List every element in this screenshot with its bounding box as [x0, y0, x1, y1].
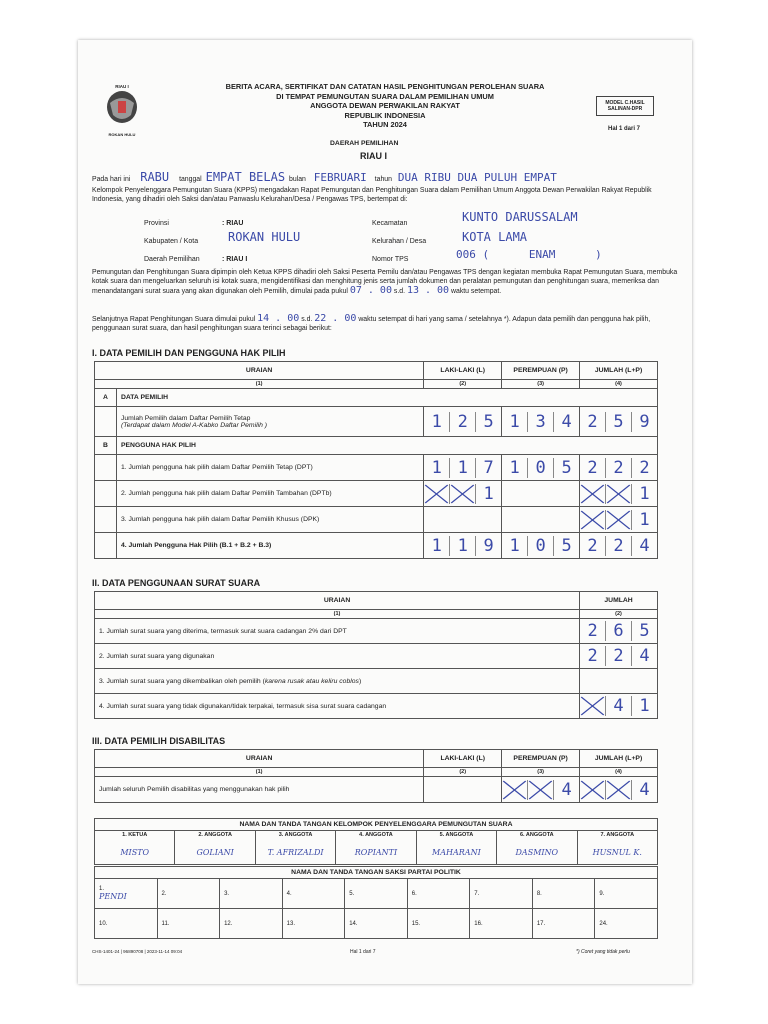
crossed-box [580, 484, 605, 504]
saksi-cell [470, 909, 533, 939]
b4-laki-digits [424, 536, 501, 556]
saksi-cell [470, 879, 533, 909]
digit-box: 1 [475, 484, 501, 504]
digit-box: 9 [631, 412, 657, 432]
provinsi-value: : RIAU [222, 220, 244, 227]
crossed-box [449, 484, 475, 504]
section-a-title: DATA PEMILIH [116, 389, 657, 407]
opening-text: Kelompok Penyelenggara Pemungutan Suara (KPPS) mengadakan Rapat Pemungutan dan Penghitungan Suara dalam Pemilihan Umum Anggota Dewan Perwakilan Rakyat Republik Indonesia, yang dihadiri oleh Saksi dan/atau Panwaslu Kelurahan/Desa / Pengawas TPS, bertempat di: [92, 187, 652, 203]
digit-box: 5 [631, 621, 657, 641]
a1-laki-digits [424, 412, 501, 432]
digit-box: 4 [631, 780, 657, 800]
kpps-signature-name: HUSNUL K. [592, 848, 642, 857]
digit-box: 6 [605, 621, 631, 641]
title-line-5: TAHUN 2024 [363, 120, 407, 129]
daerah-label: DAERAH PEMILIHAN [330, 140, 399, 147]
table-data-pemilih: URAIAN LAKI-LAKI (L) PEREMPUAN (P) JUMLAH (L+P) (1) (2) (3) (4) A DATA PEMILIH Jumlah Pemilih dalam Daftar Pemilih Tetap (Terdapat dalam Model A-Kabko Daftar Pemilih ) 1 2 5 1 3 4 2 5 9 B PENGGUNA HAK PILIH 1. Jumlah pengguna hak pilih dalam Daftar Pemilih Tetap (DPT) 1 1 7 1 0 5 2 2 2 2. Jumlah pengguna hak pilih dalam Daftar Pemilih Tambahan (DPTb) 1 1 3. Jumlah pengguna hak pilih dalam Daftar Pemilih Khusus (DPK) 1 4. Jumlah Pengguna Hak Pilih (B.1 + B.2 + B.3) 1 1 9 1 0 5 2 2 4 [94, 361, 658, 559]
crossed-box [580, 780, 605, 800]
table-row: 2. Jumlah pengguna hak pilih dalam Daftar Pemilih Tambahan (DPTb) 1 1 [95, 481, 658, 507]
kpps-role: 7. ANGGOTA [600, 832, 635, 838]
digit-box: 4 [631, 536, 657, 556]
section-3-title: III. DATA PEMILIH DISABILITAS [92, 736, 226, 746]
digit-box: 5 [605, 412, 631, 432]
digit-box: 2 [587, 646, 598, 666]
saksi-cell [532, 879, 595, 909]
table-row: 2. Jumlah surat suara yang digunakan 2 2 4 [95, 644, 658, 669]
end-time: 13 . 00 [406, 285, 450, 297]
section-1-title: I. DATA PEMILIH DAN PENGGUNA HAK PILIH [92, 348, 286, 358]
kpps-member-cell [175, 831, 255, 865]
kpps-signature-row [95, 831, 658, 865]
kpps-member-cell [577, 831, 657, 865]
saksi-number: 7. [474, 890, 480, 897]
digit-box: 1 [431, 535, 442, 556]
saksi-number: 16. [474, 920, 483, 927]
kabupaten-value: ROKAN HULU [228, 230, 301, 244]
kpps-signature-name: DASMINO [515, 848, 559, 857]
kpps-role: 6. ANGGOTA [520, 832, 554, 838]
b2-laki-digits [424, 484, 501, 504]
saksi-row-2 [95, 909, 658, 939]
footer-note: *) Coret yang tidak perlu [576, 949, 630, 955]
b4-jumlah-digits [580, 536, 657, 556]
kabupaten-label: Kabupaten / Kota [144, 238, 199, 245]
kpps-member-cell [497, 831, 577, 865]
opening-paragraph: Pemungutan dan Penghitungan Suara dipimpin oleh Ketua KPPS dihadiri oleh Saksi Peserta Pemilu dan/atau Pengawas TPS dengan kegiatan membuka Rapat Pemungutan Suara, membuka kotak suara dan mengeluarkan seluruh isi kotak suara, mengidentifikasi dan menghitung jenis serta jumlah dokumen dan peralatan pemungutan dan penghitungan suara, memeriksa dan menandatangani surat suara yang akan digunakan oleh Pemilih, dimulai pada pukul 07 . 00 s.d. 13 . 00 waktu setempat. [92, 269, 678, 297]
table-row: 4. Jumlah Pengguna Hak Pilih (B.1 + B.2 + B.3) 1 1 9 1 0 5 2 2 4 [95, 533, 658, 559]
digit-box: 5 [553, 536, 579, 556]
form-title [210, 82, 560, 130]
kelurahan-value: KOTA LAMA [462, 230, 528, 244]
table-disabilitas: URAIAN LAKI-LAKI (L) PEREMPUAN (P) JUMLAH (L+P) (1) (2) (3) (4) Jumlah seluruh Pemilih disabilitas yang menggunakan hak pilih 4 4 [94, 749, 658, 803]
daerah-value: RIAU I [360, 151, 387, 161]
title-line-4: REPUBLIK INDONESIA [344, 110, 426, 120]
digit-box: 2 [587, 411, 598, 432]
kpps-signature-name: T. AFRIZALDI [267, 848, 324, 857]
digit-box: 2 [587, 457, 598, 478]
table-row: Jumlah Pemilih dalam Daftar Pemilih Tetap (Terdapat dalam Model A-Kabko Daftar Pemilih ) 1 2 5 1 3 4 2 5 9 [95, 407, 658, 437]
dapil-label: Daerah Pemilihan [144, 256, 200, 263]
kpps-role: 1. KETUA [122, 832, 148, 838]
crossed-box [580, 510, 605, 530]
logo-top-text: RIAU I [115, 84, 129, 89]
page-indicator: Hal 1 dari 7 [608, 126, 641, 132]
col-uraian: URAIAN [95, 362, 424, 380]
digit-box: 5 [475, 412, 501, 432]
section-b-title: PENGGUNA HAK PILIH [116, 437, 657, 455]
saksi-cell [157, 879, 220, 909]
disabilitas-jumlah-digits [580, 780, 657, 800]
saksi-cell [220, 879, 283, 909]
digit-box: 2 [587, 621, 598, 641]
tanggal-value: EMPAT BELAS [205, 170, 286, 184]
saksi-signature-name: PENDI [99, 892, 127, 901]
dapil-value: : RIAU I [222, 256, 248, 263]
b2-jumlah-digits [580, 484, 657, 504]
saksi-number: 10. [99, 920, 108, 927]
b4-perempuan-digits [502, 536, 579, 556]
title-line-3: ANGGOTA DEWAN PERWAKILAN RAKYAT [310, 101, 460, 110]
saksi-number: 6. [411, 890, 417, 897]
section-2-title: II. DATA PENGGUNAAN SURAT SUARA [92, 578, 261, 588]
provinsi-label: Provinsi [144, 220, 169, 227]
crossed-box [605, 484, 631, 504]
title-line-2: DI TEMPAT PEMUNGUTAN SUARA DALAM PEMILIHAN UMUM [276, 91, 494, 101]
saksi-number: 15. [411, 920, 421, 927]
saksi-cell [345, 879, 408, 909]
form-paper [78, 40, 692, 984]
digit-box: 2 [605, 458, 631, 478]
saksi-cell [157, 909, 220, 939]
digit-box: 5 [553, 458, 579, 478]
tps-label: Nomor TPS [372, 256, 409, 263]
title-line-1: BERITA ACARA, SERTIFIKAT DAN CATATAN HASIL PENGHITUNGAN PEROLEHAN SUARA [225, 82, 545, 91]
garuda-icon [105, 89, 139, 127]
saksi-cell [532, 909, 595, 939]
model-box: MODEL C.HASIL SALINAN-DPR [596, 96, 654, 116]
digit-box: 4 [553, 780, 579, 800]
a1-perempuan-digits [502, 412, 579, 432]
digit-box: 1 [631, 696, 657, 716]
kpps-signature-name: MAHARANI [432, 848, 481, 857]
saksi-cell [407, 909, 470, 939]
count-end-time: 22 . 00 [314, 313, 357, 324]
surat-tidak-digunakan-digits [580, 696, 657, 716]
saksi-number: 9. [599, 890, 605, 897]
col-perempuan: PEREMPUAN (P) [502, 362, 580, 380]
saksi-cell [220, 909, 283, 939]
kpps-member-cell [255, 831, 335, 865]
digit-box: 2 [605, 536, 631, 556]
saksi-cell [95, 879, 158, 909]
digit-box: 0 [527, 536, 553, 556]
saksi-number: 5. [349, 890, 355, 897]
saksi-row-1 [95, 879, 658, 909]
digit-box: 1 [509, 457, 520, 478]
b1-perempuan-digits [502, 458, 579, 478]
digit-box: 2 [587, 535, 598, 556]
digit-box: 7 [475, 458, 501, 478]
saksi-number: 4. [286, 890, 292, 897]
table-row: 3. Jumlah pengguna hak pilih dalam Daftar Pemilih Khusus (DPK) 1 [95, 507, 658, 533]
surat-diterima-digits [580, 621, 657, 641]
kpps-signature-name: MISTO [120, 848, 150, 857]
saksi-number: 12. [224, 920, 233, 927]
col-laki: LAKI-LAKI (L) [424, 362, 502, 380]
kecamatan-value: KUNTO DARUSSALAM [462, 210, 578, 224]
crossed-box [527, 780, 553, 800]
table-row: Jumlah seluruh Pemilih disabilitas yang menggunakan hak pilih 4 4 [95, 777, 658, 803]
saksi-cell [95, 909, 158, 939]
kpps-member-cell [416, 831, 496, 865]
start-time: 07 . 00 [349, 285, 392, 297]
saksi-number: 3. [224, 890, 230, 897]
crossed-box [605, 780, 631, 800]
digit-box: 1 [631, 484, 657, 504]
saksi-number: 24. [599, 920, 608, 927]
table-row: 1. Jumlah surat suara yang diterima, termasuk surat suara cadangan 2% dari DPT 2 6 5 [95, 619, 658, 644]
saksi-number: 17. [536, 920, 546, 927]
b3-jumlah-digits [580, 510, 657, 530]
table-row: 3. Jumlah surat suara yang dikembalikan oleh pemilih (karena rusak atau keliru coblos) [95, 669, 658, 694]
kpps-role: 4. ANGGOTA [359, 832, 393, 838]
crossed-box [605, 510, 631, 530]
digit-box: 2 [631, 458, 657, 478]
digit-box: 4 [631, 646, 657, 666]
b1-laki-digits [424, 458, 501, 478]
digit-box: 1 [509, 411, 520, 432]
digit-box: 0 [527, 458, 553, 478]
logo-bottom-text: ROKAN HULU [108, 132, 136, 137]
digit-box: 3 [527, 412, 553, 432]
digit-box: 1 [631, 510, 657, 530]
saksi-cell [282, 909, 345, 939]
kpps-signature-name: GOLIANI [196, 848, 234, 857]
kpps-member-cell [95, 831, 175, 865]
saksi-number: 14. [349, 920, 358, 927]
col-jumlah: JUMLAH (L+P) [580, 362, 658, 380]
digit-box: 9 [475, 536, 501, 556]
hari-value: RABU [140, 170, 170, 184]
digit-box: 1 [509, 535, 520, 556]
bulan-value: FEBRUARI [313, 171, 367, 184]
kpps-signature-name: ROPIANTI [354, 848, 398, 857]
saksi-cell [282, 879, 345, 909]
digit-box: 2 [449, 412, 475, 432]
a1-jumlah-digits [580, 412, 657, 432]
tahun-value: DUA RIBU DUA PULUH EMPAT [397, 171, 557, 184]
crossed-box [424, 484, 449, 504]
saksi-number: 11. [161, 920, 170, 927]
kpps-role: 5. ANGGOTA [439, 832, 474, 838]
table-row: 4. Jumlah surat suara yang tidak digunakan/tidak terpakai, termasuk sisa surat suara cadangan 4 1 [95, 694, 658, 719]
saksi-cell [595, 909, 658, 939]
saksi-number: 8. [536, 890, 542, 897]
saksi-number: 2. [161, 890, 167, 897]
kpps-role: 2. ANGGOTA [198, 832, 232, 838]
kpps-member-cell [336, 831, 416, 865]
footer-page: Hal 1 dari 7 [350, 949, 376, 955]
crossed-box [580, 696, 605, 716]
digit-box: 1 [431, 411, 442, 432]
table-kpps: NAMA DAN TANDA TANGAN KELOMPOK PENYELENGGARA PEMUNGUTAN SUARA 1. KETUA MISTO 2. ANGGOTA GOLIANI 3. ANGGOTA T. AFRIZALDI 4. ANGGOTA ROPIANTI 5. ANGGOTA MAHARANI 6. ANGGOTA DASMINO 7. ANGGOTA HUSNUL K. [94, 818, 658, 865]
kecamatan-label: Kecamatan [372, 220, 408, 227]
digit-box: 1 [449, 536, 475, 556]
digit-box: 4 [553, 412, 579, 432]
table-row: 1. Jumlah pengguna hak pilih dalam Daftar Pemilih Tetap (DPT) 1 1 7 1 0 5 2 2 2 [95, 455, 658, 481]
count-start-time: 14 . 00 [257, 313, 300, 324]
disabilitas-perempuan-digits [502, 780, 579, 800]
b1-jumlah-digits [580, 458, 657, 478]
saksi-cell [345, 909, 408, 939]
saksi-number: 1. [99, 886, 105, 892]
crossed-box [502, 780, 527, 800]
count-paragraph: Selanjutnya Rapat Penghitungan Suara dimulai pukul 14 . 00 s.d. 22 . 00 waktu setempat di hari yang sama / setelahnya *). Adapun data pemilih dan pengguna hak pilih, penggunaan surat suara, dan hasil penghitungan suara terinci sebagai berikut: [92, 313, 651, 333]
surat-digunakan-digits [580, 646, 657, 666]
digit-box: 2 [605, 646, 631, 666]
kelurahan-label: Kelurahan / Desa [372, 238, 427, 245]
table-surat-suara: URAIAN JUMLAH (1) (2) 1. Jumlah surat suara yang diterima, termasuk surat suara cadangan 2% dari DPT 2 6 5 2. Jumlah surat suara yang digunakan 2 2 4 3. Jumlah surat suara yang dikembalikan oleh pemilih (karena rusak atau keliru coblos) 4. Jumlah surat suara yang tidak digunakan/tidak terpakai, termasuk sisa surat suara cadangan 4 1 [94, 591, 658, 719]
saksi-cell [595, 879, 658, 909]
table-saksi: NAMA DAN TANDA TANGAN SAKSI PARTAI POLITIK 1. PENDI 2. 3. 4. 5. 6. 7. 8. 9. 10. 11. 12. 13. 14. 15. 16. 17. 24. [94, 866, 658, 939]
kpps-role: 3. ANGGOTA [278, 832, 313, 838]
kpu-logo [102, 84, 142, 140]
saksi-number: 13. [286, 920, 295, 927]
digit-box: 1 [449, 458, 475, 478]
digit-box: 1 [431, 457, 442, 478]
footer-code: CHS-1401-24 | 96890708 | 2023-11-14 09:04 [92, 949, 183, 954]
opening-line: Pada hari ini RABU tanggal EMPAT BELAS bulan FEBRUARI tahun DUA RIBU DUA PULUH EMPAT [92, 170, 557, 184]
tps-value: 006 ( ENAM ) [456, 248, 602, 261]
digit-box: 4 [605, 696, 631, 716]
saksi-cell [407, 879, 470, 909]
